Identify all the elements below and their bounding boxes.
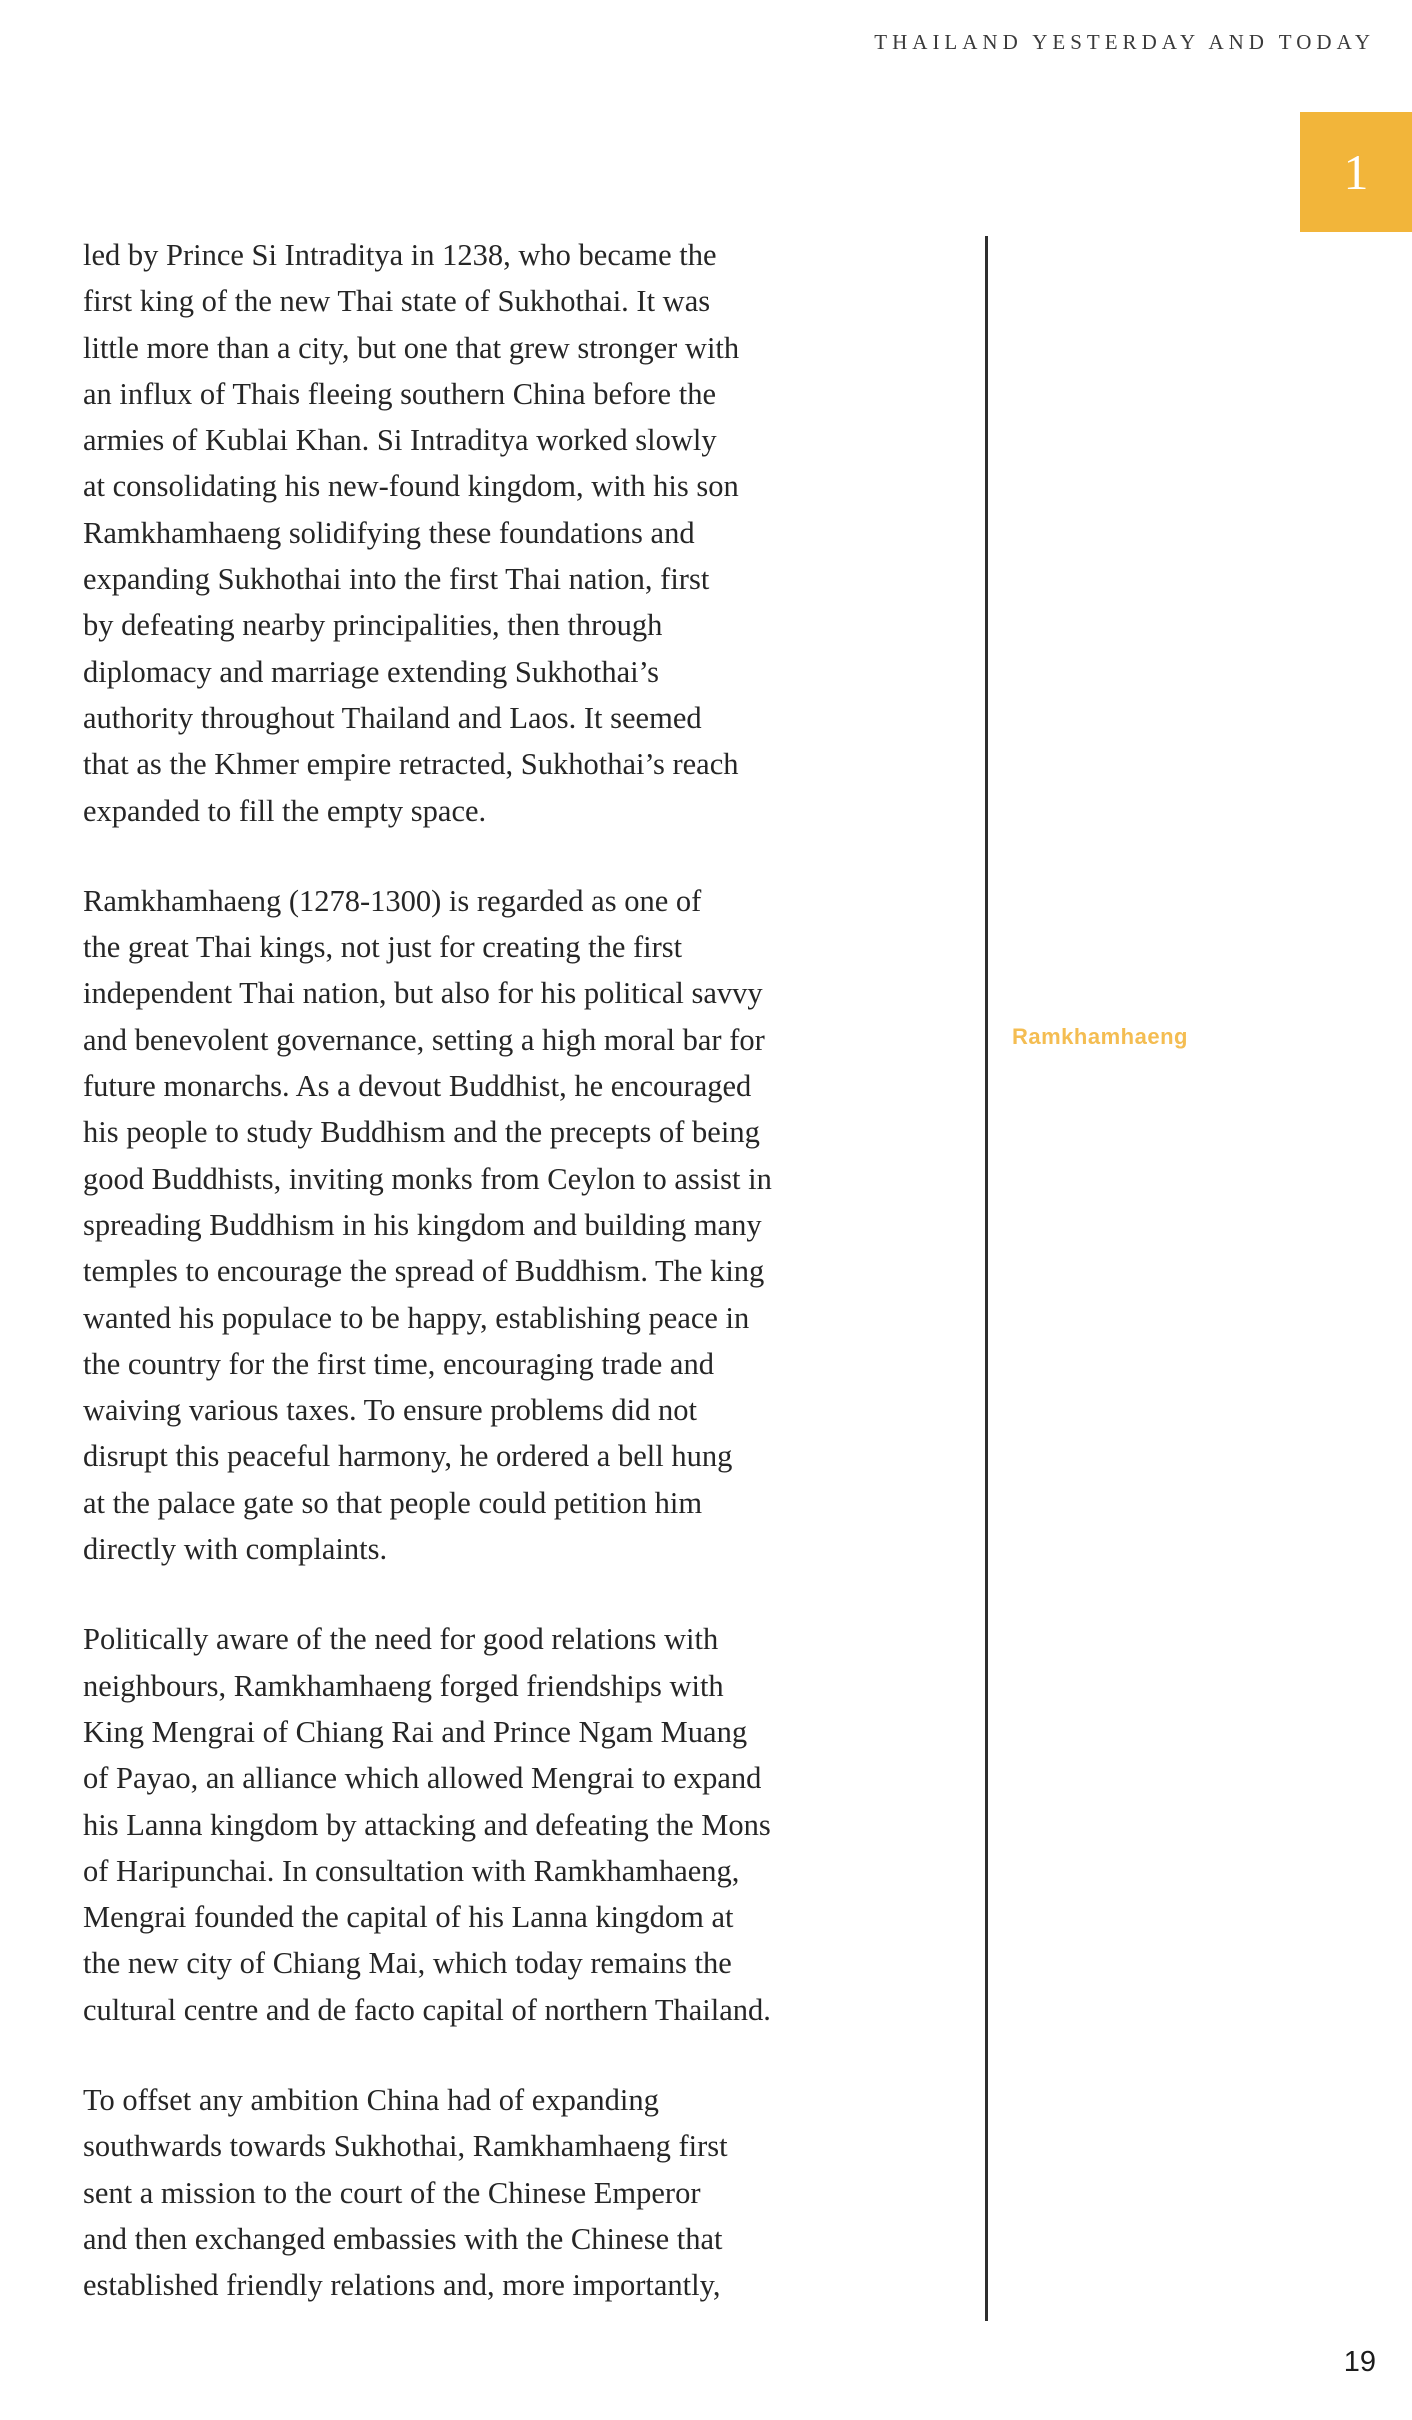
text-line: neighbours, Ramkhamhaeng forged friendships with [83, 1668, 724, 1703]
text-line: the country for the first time, encouraging trade and [83, 1346, 714, 1381]
body-text [83, 232, 973, 2352]
text-line: King Mengrai of Chiang Rai and Prince Ngam Muang [83, 1714, 748, 1749]
text-line: expanding Sukhothai into the first Thai nation, first [83, 562, 710, 597]
margin-divider-line [985, 236, 988, 2321]
text-line: expanded to fill the empty space. [83, 793, 487, 828]
text-line: by defeating nearby principalities, then through [83, 608, 663, 643]
text-line: that as the Khmer empire retracted, Sukhothai’s reach [83, 747, 739, 782]
text-line: armies of Kublai Khan. Si Intraditya worked slowly [83, 423, 717, 458]
text-line: spreading Buddhism in his kingdom and building many [83, 1207, 762, 1242]
chapter-tab: 1 [1300, 112, 1412, 232]
text-line: and benevolent governance, setting a high moral bar for [83, 1022, 765, 1057]
running-header: THAILAND YESTERDAY AND TODAY [874, 30, 1375, 54]
text-line: authority throughout Thailand and Laos. It seemed [83, 700, 702, 735]
text-line: directly with complaints. [83, 1532, 388, 1567]
text-line: at consolidating his new-found kingdom, with his son [83, 469, 739, 504]
text-line: the new city of Chiang Mai, which today remains the [83, 1946, 732, 1981]
text-line: disrupt this peaceful harmony, he ordered a bell hung [83, 1439, 733, 1474]
text-line: Ramkhamhaeng solidifying these foundations and [83, 515, 695, 550]
text-line: of Payao, an alliance which allowed Mengrai to expand [83, 1761, 762, 1796]
text-line: waiving various taxes. To ensure problems did not [83, 1393, 697, 1428]
paragraph [83, 878, 973, 1572]
paragraph [83, 232, 973, 834]
text-line: Politically aware of the need for good relations with [83, 1622, 719, 1657]
text-line: wanted his populace to be happy, establishing peace in [83, 1300, 750, 1335]
text-line: his people to study Buddhism and the precepts of being [83, 1115, 760, 1150]
text-line: Mengrai founded the capital of his Lanna kingdom at [83, 1900, 734, 1935]
text-line: good Buddhists, inviting monks from Ceylon to assist in [83, 1161, 772, 1196]
text-line: Ramkhamhaeng (1278-1300) is regarded as one of [83, 883, 702, 918]
text-line: an influx of Thais fleeing southern China before the [83, 376, 716, 411]
text-line: southwards towards Sukhothai, Ramkhamhaeng first [83, 2129, 728, 2164]
text-line: and then exchanged embassies with the Chinese that [83, 2221, 723, 2256]
page-number: 19 [1343, 2346, 1376, 2378]
text-line: led by Prince Si Intraditya in 1238, who became the [83, 238, 717, 272]
text-line: first king of the new Thai state of Sukhothai. It was [83, 284, 711, 319]
text-line: little more than a city, but one that grew stronger with [83, 330, 740, 365]
text-line: To offset any ambition China had of expanding [83, 2082, 659, 2117]
text-line: diplomacy and marriage extending Sukhothai’s [83, 654, 659, 689]
text-line: at the palace gate so that people could petition him [83, 1485, 703, 1520]
text-line: of Haripunchai. In consultation with Ramkhamhaeng, [83, 1853, 740, 1888]
text-line: established friendly relations and, more importantly, [83, 2268, 721, 2303]
text-line: cultural centre and de facto capital of northern Thailand. [83, 1992, 771, 2027]
text-line: sent a mission to the court of the Chinese Emperor [83, 2175, 701, 2210]
paragraph [83, 1616, 973, 2033]
text-line: temples to encourage the spread of Buddhism. The king [83, 1254, 765, 1289]
text-line: independent Thai nation, but also for his political savvy [83, 976, 763, 1011]
margin-note: Ramkhamhaeng [1012, 1024, 1188, 1049]
paragraph [83, 2077, 973, 2308]
text-line: the great Thai kings, not just for creating the first [83, 930, 683, 965]
text-line: future monarchs. As a devout Buddhist, he encouraged [83, 1069, 752, 1104]
text-line: his Lanna kingdom by attacking and defeating the Mons [83, 1807, 771, 1842]
